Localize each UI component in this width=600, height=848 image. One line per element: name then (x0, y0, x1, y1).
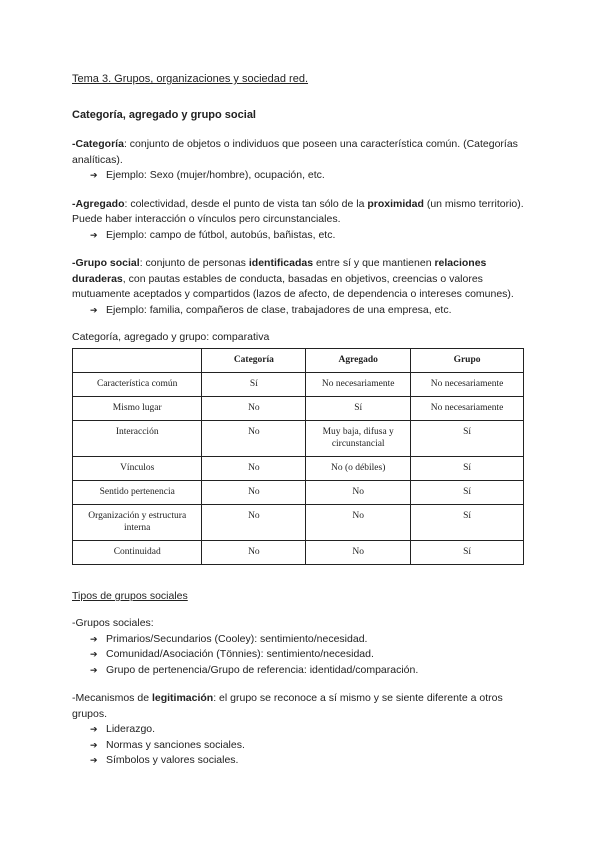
term-categoria: -Categoría (72, 138, 124, 150)
definition-text: : conjunto de personas (139, 257, 249, 269)
arrow-right-icon: ➔ (90, 739, 98, 750)
list-item-text: Liderazgo. (106, 723, 156, 735)
table-cell: No (202, 421, 306, 457)
term-agregado: -Agregado (72, 197, 125, 210)
list-item (72, 303, 532, 319)
example-text: Ejemplo: familia, compañeros de clase, trabajadores de una empresa, etc. (106, 303, 452, 316)
list-item (72, 228, 532, 244)
table-row (73, 457, 524, 481)
table-cell: No (202, 457, 306, 481)
table-cell: Característica común (73, 373, 202, 397)
definition-text: , con pautas estables de conducta, basadas en objetivos, creencias o valores mutuamente aceptados y compartidos (lazos de afecto, de dependencia o intereses comunes). (72, 272, 514, 300)
document-page (72, 72, 532, 782)
table-cell: Sí (306, 397, 411, 421)
arrow-right-icon: ➔ (90, 304, 98, 315)
table-header-cell (73, 349, 202, 373)
table-row (73, 481, 524, 505)
list-item (72, 753, 532, 769)
table-row (73, 421, 524, 457)
definition-text: : colectividad, desde el punto de vista tan sólo de la (124, 197, 368, 210)
list-item-text: Grupo de pertenencia/Grupo de referencia: identidad/comparación. (106, 663, 419, 676)
list-item (72, 738, 532, 754)
table-cell: No (202, 481, 306, 505)
table-row (73, 505, 524, 541)
term-grupo-social: -Grupo social (72, 257, 140, 269)
table-cell: Sí (202, 373, 306, 397)
table-cell: No necesariamente (411, 397, 524, 421)
arrow-right-icon: ➔ (90, 229, 98, 240)
bold-term: relaciones duraderas (72, 257, 487, 285)
list-item-text: Símbolos y valores sociales. (106, 754, 239, 766)
bold-term: proximidad (367, 197, 424, 210)
arrow-right-icon: ➔ (90, 170, 98, 180)
definition-categoria (72, 137, 532, 184)
mecanismos-block (72, 691, 532, 769)
list-item-text: Comunidad/Asociación (Tönnies): sentimiento/necesidad. (106, 648, 374, 660)
table-cell: Muy baja, difusa y circunstancial (306, 421, 411, 457)
table-header-cell: Agregado (306, 349, 411, 373)
arrow-right-icon: ➔ (90, 755, 98, 765)
table-cell: Sí (411, 541, 524, 565)
table-header-row (73, 349, 524, 373)
arrow-right-icon: ➔ (90, 633, 98, 644)
table-cell: Mismo lugar (73, 397, 202, 421)
table-cell: No (202, 541, 306, 565)
list-item (72, 168, 532, 184)
table-header-cell: Categoría (202, 349, 306, 373)
example-text: Ejemplo: campo de fútbol, autobús, bañistas, etc. (106, 228, 336, 241)
table-row (73, 373, 524, 397)
table-cell: Sí (411, 505, 524, 541)
bold-term: legitimación (151, 692, 214, 704)
table-cell: No (306, 481, 411, 505)
table-cell: Sí (411, 481, 524, 505)
arrow-right-icon: ➔ (90, 664, 98, 675)
table-row (73, 397, 524, 421)
table-cell: No necesariamente (306, 373, 411, 397)
table-cell: Interacción (73, 421, 202, 457)
grupos-sociales-label: -Grupos sociales: (72, 617, 154, 629)
table-row (73, 541, 524, 565)
list-item-text: Primarios/Secundarios (Cooley): sentimiento/necesidad. (106, 632, 368, 645)
table-cell: Organización y estructura interna (73, 505, 202, 541)
table-cell: Vínculos (73, 457, 202, 481)
definition-text: -Mecanismos de (72, 692, 152, 704)
table-cell: Sentido pertenencia (73, 481, 202, 505)
table-header-cell: Grupo (411, 349, 524, 373)
table-cell: No (202, 505, 306, 541)
section-heading-tipos: Tipos de grupos sociales (72, 590, 188, 602)
bold-term: identificadas (248, 257, 314, 269)
arrow-right-icon: ➔ (90, 724, 98, 734)
definition-grupo-social (72, 256, 532, 318)
list-item (72, 663, 532, 679)
comparison-table (72, 348, 524, 565)
table-cell: Continuidad (73, 541, 202, 565)
definition-text: : conjunto de objetos o individuos que poseen una característica común. (Categorías analíticas). (72, 138, 518, 166)
arrow-right-icon: ➔ (90, 649, 98, 659)
definition-agregado (72, 197, 532, 244)
grupos-sociales-block (72, 616, 532, 678)
table-cell: No (202, 397, 306, 421)
example-text: Ejemplo: Sexo (mujer/hombre), ocupación, etc. (106, 169, 325, 181)
definition-text: entre sí y que mantienen (313, 257, 435, 269)
table-cell: No (306, 541, 411, 565)
list-item-text: Normas y sanciones sociales. (106, 738, 245, 751)
table-cell: No necesariamente (411, 373, 524, 397)
table-caption: Categoría, agregado y grupo: comparativa (72, 331, 270, 343)
list-item (72, 722, 532, 738)
table-cell: No (o débiles) (306, 457, 411, 481)
page-title: Tema 3. Grupos, organizaciones y sociedad red. (72, 73, 309, 85)
list-item (72, 647, 532, 663)
table-cell: No (306, 505, 411, 541)
definition-text: : el grupo se reconoce a sí mismo y se siente diferente a otros grupos. (72, 692, 503, 720)
list-item (72, 632, 532, 648)
table-cell: Sí (411, 421, 524, 457)
section-heading-categoria: Categoría, agregado y grupo social (72, 108, 256, 121)
table-cell: Sí (411, 457, 524, 481)
definition-text: (un mismo territorio). Puede haber interacción o vínculos pero circunstanciales. (72, 197, 524, 225)
